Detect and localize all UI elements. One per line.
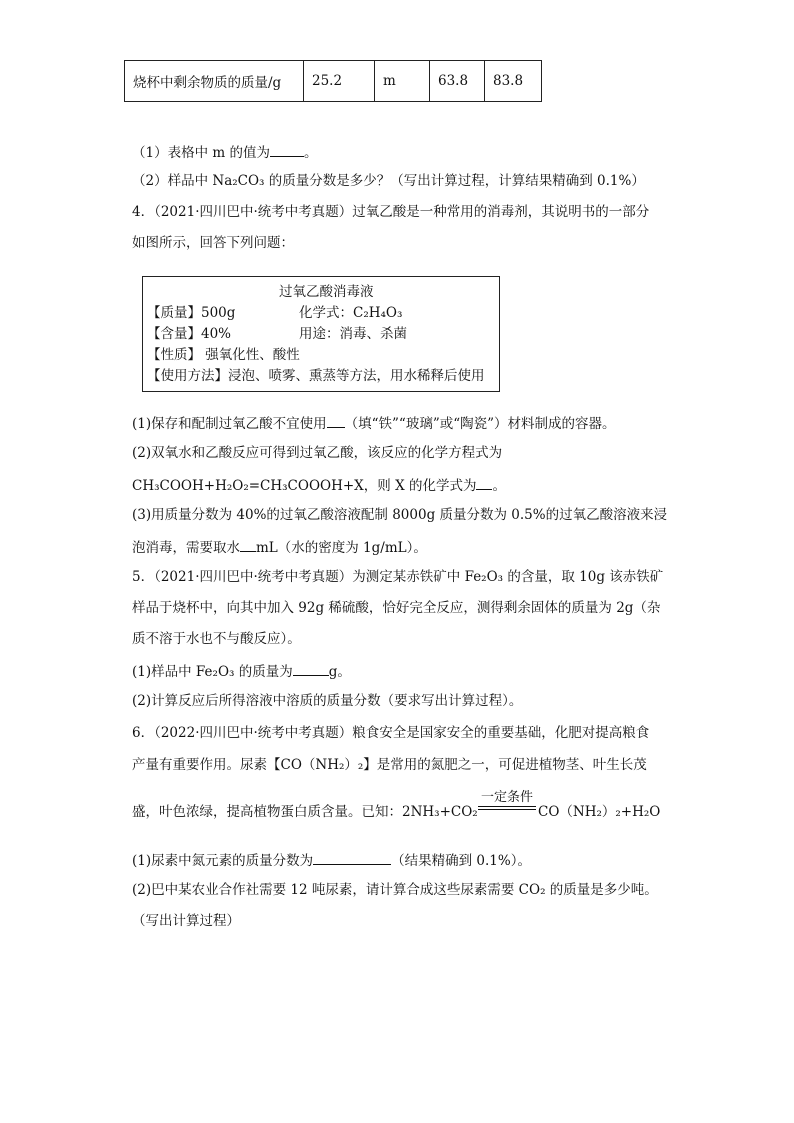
equals-line xyxy=(478,809,536,810)
reaction-condition-label: 一定条件 xyxy=(480,790,533,805)
label-box-usage: 用途：消毒、杀菌 xyxy=(299,326,407,342)
table-row xyxy=(125,61,542,102)
q3-part2: （2）样品中 Na₂CO₃ 的质量分数是多少？（写出计算过程，计算结果精确到 0.1%） xyxy=(132,173,645,189)
q4-part3-line1: (3)用质量分数为 40%的过氧乙酸溶液配制 8000g 质量分数为 0.5%的过氧乙酸溶液来浸 xyxy=(132,507,668,523)
q5-stem-line2: 样品于烧杯中，向其中加入 92g 稀硫酸，恰好完全反应，测得剩余固体的质量为 2g（杂 xyxy=(132,600,661,616)
q3-part1: （1）表格中 m 的值为 。 xyxy=(132,142,317,162)
q4-stem-line2: 如图所示，回答下列问题： xyxy=(132,235,294,251)
table-cell: 83.8 xyxy=(485,61,542,102)
label-box-method: 【使用方法】浸泡、喷雾、熏蒸等方法，用水稀释后使用 xyxy=(147,368,485,384)
q5-stem-line1: 5．（2021·四川巴中·统考中考真题）为测定某赤铁矿中 Fe₂O₃ 的含量，取 10g 该赤铁矿 xyxy=(132,569,664,585)
q6-stem-line1: 6．（2022·四川巴中·统考中考真题）粮食安全是国家安全的重要基础，化肥对提高粮食 xyxy=(132,725,650,741)
label-box-content: 【含量】40% xyxy=(147,326,232,342)
q6-stem-line2: 产量有重要作用。尿素【CO（NH₂）₂】是常用的氮肥之一，可促进植物茎、叶生长茂 xyxy=(132,757,647,773)
table-cell: 63.8 xyxy=(430,61,485,102)
q4-part2-line1: (2)双氧水和乙酸反应可得到过氧乙酸，该反应的化学方程式为 xyxy=(132,445,503,461)
table-row-label: 烧杯中剩余物质的质量/g xyxy=(125,61,304,102)
answer-blank[interactable] xyxy=(293,661,329,676)
q6-stem-line3a: 盛，叶色浓绿，提高植物蛋白质含量。已知：2NH₃+CO₂ xyxy=(132,804,478,820)
answer-blank[interactable] xyxy=(270,142,304,157)
q6-stem-line3b: CO（NH₂）₂+H₂O xyxy=(538,804,661,820)
table-cell: 25.2 xyxy=(304,61,375,102)
q5-part1: (1)样品中 Fe₂O₃ 的质量为 g。 xyxy=(132,661,351,681)
label-box xyxy=(142,276,500,392)
q4-part2-line2: CH₃COOH+H₂O₂=CH₃COOOH+X，则 X 的化学式为 。 xyxy=(132,475,506,495)
q4-part1: (1)保存和配制过氧乙酸不宜使用 （填“铁”“玻璃”或“陶瓷”）材料制成的容器。 xyxy=(132,413,616,433)
answer-blank[interactable] xyxy=(327,413,345,428)
q6-part2-line2: （写出计算过程） xyxy=(132,913,240,929)
q6-part1: (1)尿素中氮元素的质量分数为 （结果精确到 0.1%）。 xyxy=(132,850,531,870)
table-cell: m xyxy=(375,61,430,102)
label-box-property: 【性质】 强氧化性、酸性 xyxy=(147,347,300,363)
answer-blank[interactable] xyxy=(240,537,256,552)
reaction-condition xyxy=(478,791,536,810)
answer-blank[interactable] xyxy=(313,850,391,865)
q5-stem-line3: 质不溶于水也不与酸反应）。 xyxy=(132,631,301,647)
q4-part3-line2: 泡消毒，需要取水 mL（水的密度为 1g/mL）。 xyxy=(132,537,427,557)
data-table xyxy=(124,60,542,102)
q4-stem-line1: 4．（2021·四川巴中·统考中考真题）过氧乙酸是一种常用的消毒剂，其说明书的一部分 xyxy=(132,204,650,220)
label-box-title: 过氧乙酸消毒液 xyxy=(279,284,374,300)
q5-part2: (2)计算反应后所得溶液中溶质的质量分数（要求写出计算过程）。 xyxy=(132,693,523,709)
label-box-formula: 化学式：C₂H₄O₃ xyxy=(299,305,403,321)
equals-line xyxy=(478,806,536,807)
answer-blank[interactable] xyxy=(476,475,492,490)
q6-part2-line1: (2)巴中某农业合作社需要 12 吨尿素，请计算合成这些尿素需要 CO₂ 的质量是多少吨。 xyxy=(132,882,658,898)
label-box-mass: 【质量】500g xyxy=(147,305,236,321)
